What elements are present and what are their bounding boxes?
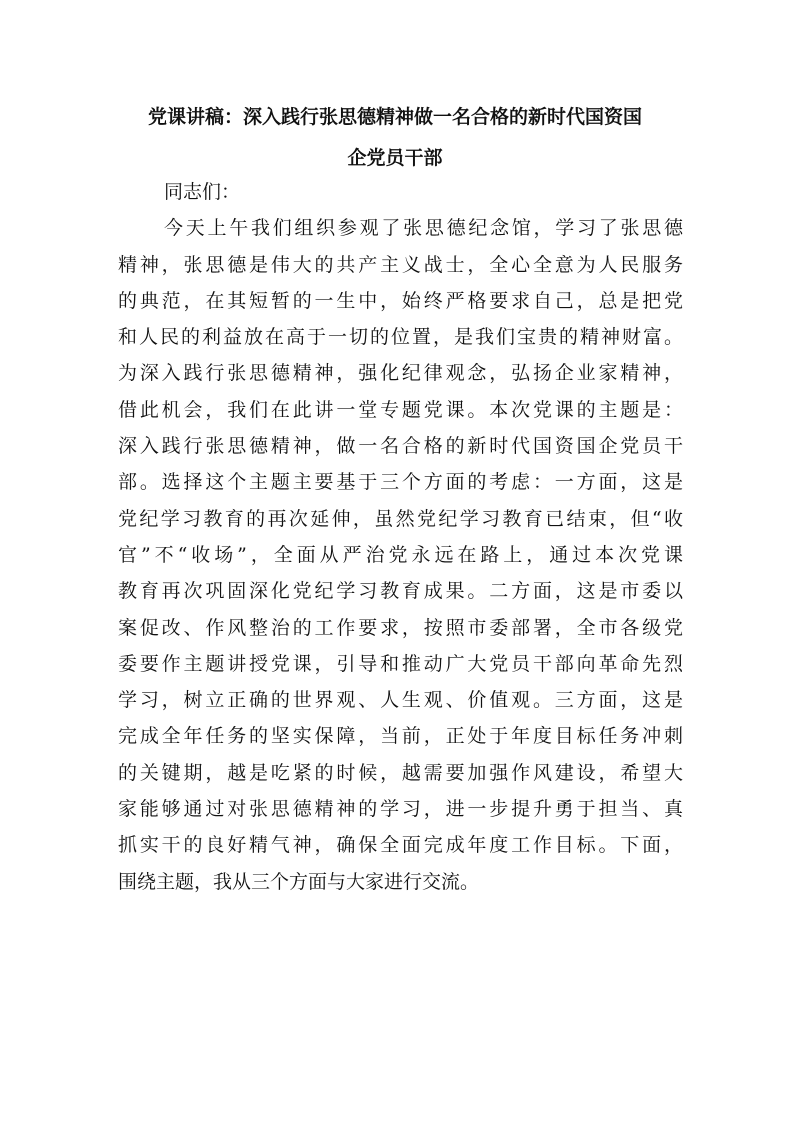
paragraph-line: 精神，张思德是伟大的共产主义战士，全心全意为人民服务 bbox=[118, 253, 683, 276]
paragraph-line: 为深入践行张思德精神，强化纪律观念，弘扬企业家精神， bbox=[118, 362, 683, 385]
paragraph-line: 官”不“收场”，全面从严治党永远在路上，通过本次党课 bbox=[118, 543, 683, 566]
paragraph-line: 家能够通过对张思德精神的学习，进一步提升勇于担当、真 bbox=[118, 798, 683, 821]
paragraph-line: 党纪学习教育的再次延伸，虽然党纪学习教育已结束，但“收 bbox=[118, 507, 683, 530]
paragraph-last-line: 围绕主题，我从三个方面与大家进行交流。 bbox=[118, 870, 480, 893]
paragraph-line: 教育再次巩固深化党纪学习教育成果。二方面，这是市委以 bbox=[118, 580, 683, 603]
paragraph-line: 的关键期，越是吃紧的时候，越需要加强作风建设，希望大 bbox=[118, 761, 683, 784]
document-body bbox=[118, 174, 683, 900]
paragraph-line: 案促改、作风整治的工作要求，按照市委部署，全市各级党 bbox=[118, 616, 683, 639]
paragraph-line: 抓实干的良好精气神，确保全面完成年度工作目标。下面， bbox=[118, 834, 683, 857]
paragraph-line: 委要作主题讲授党课，引导和推动广大党员干部向革命先烈 bbox=[118, 652, 683, 675]
salutation: 同志们： bbox=[164, 181, 241, 203]
paragraph-line: 今天上午我们组织参观了张思德纪念馆，学习了张思德 bbox=[164, 217, 683, 240]
paragraph-line: 深入践行张思德精神，做一名合格的新时代国资国企党员干 bbox=[118, 435, 683, 458]
paragraph-line: 部。选择这个主题主要基于三个方面的考虑：一方面，这是 bbox=[118, 471, 683, 494]
paragraph-line: 和人民的利益放在高于一切的位置，是我们宝贵的精神财富。 bbox=[118, 326, 683, 349]
paragraph-line: 学习，树立正确的世界观、人生观、价值观。三方面，这是 bbox=[118, 689, 683, 712]
document-title-line-2: 企党员干部 bbox=[347, 147, 443, 169]
paragraph-line: 的典范，在其短暂的一生中，始终严格要求自己，总是把党 bbox=[118, 289, 683, 312]
document-title-line-1: 党课讲稿：深入践行张思德精神做一名合格的新时代国资国 bbox=[147, 106, 642, 128]
paragraph-line: 借此机会，我们在此讲一堂专题党课。本次党课的主题是： bbox=[118, 398, 683, 421]
paragraph-line: 完成全年任务的坚实保障，当前，正处于年度目标任务冲刺 bbox=[118, 725, 683, 748]
